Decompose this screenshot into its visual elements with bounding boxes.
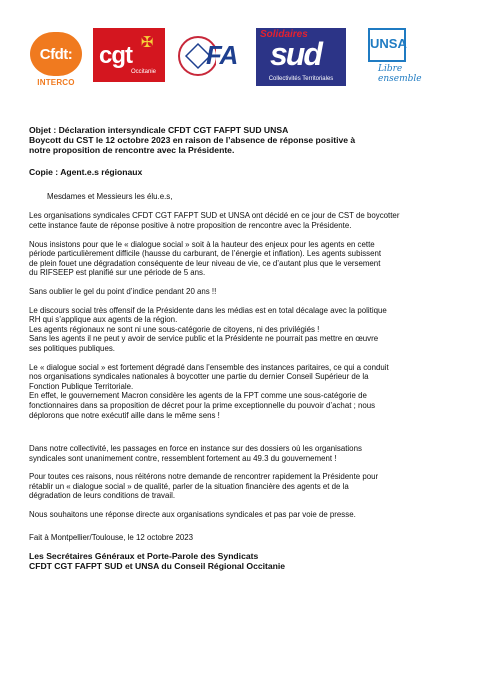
union-logos: [0, 22, 480, 94]
paragraph: [29, 287, 454, 297]
paragraph-line: Nous souhaitons une réponse directe aux organisations syndicales et pas par voie de presse.: [29, 510, 356, 520]
paragraph: [29, 211, 454, 230]
cfdt-logo: [30, 32, 82, 90]
paragraph: [29, 306, 454, 354]
sud-logo: [256, 28, 346, 86]
paragraph-line: Pour toutes ces raisons, nous réitérons notre demande de rencontrer rapidement la Présidente pour: [29, 472, 379, 482]
paragraph-line: ses politiques publiques.: [29, 343, 115, 353]
paragraph-line: Les organisations syndicales CFDT CGT FAFPT SUD et UNSA ont décidé en ce jour de CST de boycotter: [29, 211, 400, 221]
paragraph-line: de plein fouet une dégradation conséquente de leur niveau de vie, ce d’autant plus que le versement: [29, 258, 381, 268]
paragraph-line: cette instance faute de réponse positive à notre proposition de rencontre avec la Présidente.: [29, 221, 352, 230]
sud-logo-text: sud: [270, 36, 321, 72]
paragraph-line: Le discours social très offensif de la Présidente dans les médias est en total décalage avec la politique: [29, 305, 387, 315]
fafpt-logo: [176, 26, 246, 86]
subject-line: notre proposition de rencontre avec la Présidente.: [29, 145, 235, 156]
unsa-logo-slogan: Libre ensemble: [378, 64, 422, 84]
paragraph: [29, 510, 454, 520]
letter-salutation: Mesdames et Messieurs les élu.e.s,: [47, 191, 173, 201]
unsa-logo: [360, 28, 440, 88]
paragraph-line: Dans notre collectivité, les passages en force en instance sur des dossiers où les organisations: [29, 444, 362, 454]
cgt-logo-region: Occitanie: [131, 69, 157, 75]
cgt-logo: [93, 28, 165, 82]
signature-line: CFDT CGT FAFPT SUD et UNSA du Conseil Régional Occitanie: [29, 561, 286, 572]
paragraph: [29, 240, 454, 278]
subject-line: Boycott du CST le 12 octobre 2023 en raison de l’absence de réponse positive à: [29, 135, 356, 146]
paragraph-line: fonctionnaires dans sa proposition de décret pour la prime exceptionnelle du pouvoir d’achat ; nous: [29, 400, 376, 410]
paragraph-line: période particulièrement difficile (hausse du carburant, de l’énergie et inflation). Les agents subissent: [29, 249, 382, 259]
paragraph: [29, 444, 454, 463]
letter-body: [29, 125, 454, 572]
cgt-logo-text: cgt: [99, 42, 132, 69]
letter-signature: [29, 551, 454, 571]
paragraph-line: Fonction Publique Territoriale.: [29, 381, 134, 391]
cfdt-logo-sub: INTERCO: [37, 78, 75, 87]
unsa-logo-text: UNSA: [368, 28, 406, 62]
paragraph-line: RH qui s’applique aux agents de la région.: [29, 315, 178, 325]
signature-line: Les Secrétaires Généraux et Porte-Parole des Syndicats: [29, 551, 259, 562]
paragraph-line: nos organisations syndicales nationales à boycotter une partie du dernier Conseil Supérieur de la: [29, 372, 369, 382]
letter-subject: [29, 125, 454, 156]
paragraph-line: Les agents régionaux ne sont ni une sous-catégorie de citoyens, ni des privilégiés !: [29, 324, 320, 334]
sud-logo-top: Solidaires: [260, 29, 308, 40]
paragraph-line: En effet, le gouvernement Macron considère les agents de la FPT comme une sous-catégorie de: [29, 391, 367, 401]
letter-copie: Copie : Agent.e.s régionaux: [29, 166, 143, 177]
sud-logo-sub: Collectivités Territoriales: [268, 76, 334, 82]
subject-line: Objet : Déclaration intersyndicale CFDT CGT FAFPT SUD UNSA: [29, 125, 289, 135]
paragraph-line: rétablir un « dialogue social » de qualité, parler de la situation financière des agents et de la: [29, 481, 349, 491]
cfdt-logo-text: Cfdt:: [39, 45, 73, 63]
paragraph-line: du RIFSEEP est planifié sur une période de 5 ans.: [29, 268, 206, 278]
paragraph-line: Nous insistons pour que le « dialogue social » soit à la hauteur des enjeux pour les agents en cette: [29, 239, 375, 249]
paragraph-line: Sans oublier le gel du point d’indice pendant 20 ans !!: [29, 286, 217, 296]
paragraph: [29, 472, 454, 501]
paragraph-line: Sans les agents il ne peut y avoir de service public et la Présidente ne pourrait pas mettre en œuvre: [29, 334, 379, 344]
paragraph-line: syndicales sont unanimement contre, ressemblent fortement au 49.3 du gouvernement !: [29, 453, 337, 463]
paragraph: [29, 363, 454, 421]
paragraph-line: dégradation de leurs conditions de travail.: [29, 491, 176, 501]
paragraph-line: déplorons que notre exécutif aille dans le même sens !: [29, 410, 220, 420]
letter-place-date: Fait à Montpellier/Toulouse, le 12 octobre 2023: [29, 532, 194, 542]
occitan-cross-icon: ✠: [140, 34, 154, 51]
fafpt-logo-text: FA: [206, 40, 238, 70]
paragraph-line: Le « dialogue social » est fortement dégradé dans l’ensemble des instances paritaires, ce qui a conduit: [29, 362, 389, 372]
